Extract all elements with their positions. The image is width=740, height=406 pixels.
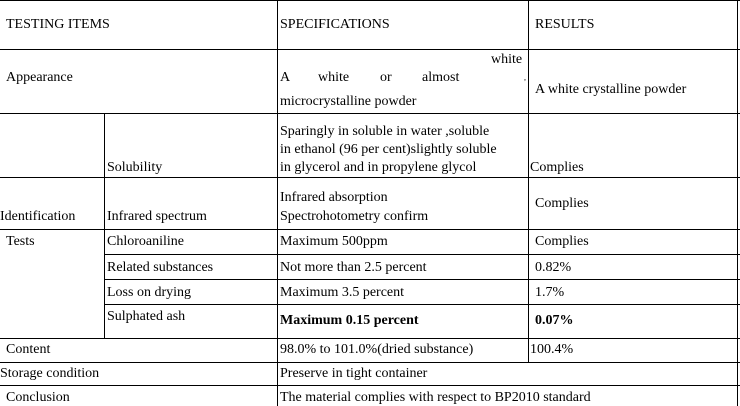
rule-solubility-bottom — [0, 177, 740, 178]
identification-result: Complies — [535, 196, 589, 211]
rule-identification-bottom — [0, 229, 740, 230]
header-specifications: SPECIFICATIONS — [280, 17, 390, 32]
test-spec-chloroaniline: Maximum 500ppm — [280, 234, 388, 249]
test-result-chloroaniline: Complies — [535, 234, 589, 249]
rule-appearance-bottom — [0, 113, 740, 114]
solubility-label: Solubility — [107, 160, 163, 175]
rule-chloroaniline-bottom — [104, 254, 740, 255]
content-label: Content — [6, 342, 51, 357]
appearance-label: Appearance — [6, 70, 73, 85]
rule-content-bottom — [0, 362, 740, 363]
identification-spec-line-1: Infrared absorption — [280, 190, 388, 205]
rule-tests-bottom — [0, 338, 740, 339]
test-name-loss-on-drying: Loss on drying — [107, 285, 191, 300]
solubility-spec-line-3: in glycerol and in propylene glycol — [280, 160, 477, 175]
content-spec: 98.0% to 101.0%(dried substance) — [280, 342, 474, 357]
solubility-spec-line-2: in ethanol (96 per cent)slightly soluble — [280, 142, 497, 157]
rule-right — [737, 0, 738, 406]
rule-results-left — [528, 0, 529, 362]
rule-top — [0, 0, 740, 1]
rule-related-bottom — [104, 279, 740, 280]
appearance-result: A white crystalline powder — [535, 82, 687, 97]
test-spec-sulphated-ash: Maximum 0.15 percent — [280, 313, 419, 328]
identification-sub-label: Infrared spectrum — [107, 209, 207, 224]
rule-subitem-left — [104, 113, 105, 338]
conclusion-spec: The material complies with respect to BP2010 standard — [280, 390, 591, 405]
test-result-sulphated-ash: 0.07% — [535, 313, 574, 328]
rule-loss-bottom — [104, 304, 740, 305]
appearance-spec-word-1: A — [280, 70, 291, 85]
solubility-result: Complies — [530, 160, 584, 175]
test-name-related-substances: Related substances — [107, 260, 214, 275]
header-testing-items: TESTING ITEMS — [6, 17, 110, 32]
storage-label: Storage condition — [0, 366, 100, 381]
identification-spec-line-2: Spectrohotometry confirm — [280, 209, 429, 224]
content-result: 100.4% — [530, 342, 574, 357]
rule-specs-left — [277, 0, 278, 406]
rule-header-bottom — [0, 49, 740, 50]
appearance-spec-overflow: white — [491, 52, 523, 67]
storage-spec: Preserve in tight container — [280, 366, 428, 381]
test-spec-related-substances: Not more than 2.5 percent — [280, 260, 427, 275]
appearance-spec-mark: , — [524, 73, 526, 82]
rule-storage-bottom — [0, 385, 740, 386]
tests-label: Tests — [6, 234, 35, 249]
header-results: RESULTS — [535, 17, 595, 32]
appearance-spec-line-2: microcrystalline powder — [280, 94, 417, 109]
conclusion-label: Conclusion — [6, 390, 70, 405]
test-spec-loss-on-drying: Maximum 3.5 percent — [280, 285, 405, 300]
test-result-loss-on-drying: 1.7% — [535, 285, 565, 300]
appearance-spec-word-3: or — [380, 70, 392, 85]
test-result-related-substances: 0.82% — [535, 260, 572, 275]
test-name-sulphated-ash: Sulphated ash — [107, 309, 186, 324]
identification-label: Identification — [0, 209, 76, 224]
solubility-spec-line-1: Sparingly in soluble in water ,soluble — [280, 124, 490, 139]
appearance-spec-word-4: almost — [422, 70, 460, 85]
test-name-chloroaniline: Chloroaniline — [107, 234, 184, 249]
appearance-spec-word-2: white — [318, 70, 350, 85]
